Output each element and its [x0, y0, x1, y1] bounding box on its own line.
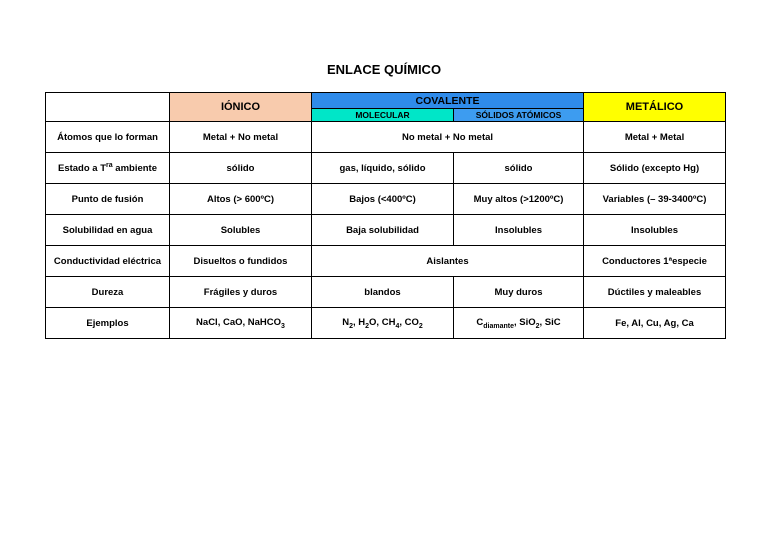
cell-metalico: Dúctiles y maleables	[584, 277, 726, 308]
row-label: Conductividad eléctrica	[46, 246, 170, 277]
cell-molecular: gas, líquido, sólido	[312, 153, 454, 184]
row-label: Ejemplos	[46, 308, 170, 339]
header-covalente: COVALENTE	[312, 93, 584, 109]
cell-ionico: Disueltos o fundidos	[170, 246, 312, 277]
row-label: Solubilidad en agua	[46, 215, 170, 246]
table-row	[46, 277, 726, 308]
header-ionico: IÓNICO	[170, 93, 312, 122]
cell-solidos: Muy altos (>1200ºC)	[454, 184, 584, 215]
cell-molecular: Baja solubilidad	[312, 215, 454, 246]
table-row	[46, 246, 726, 277]
cell-metalico: Insolubles	[584, 215, 726, 246]
row-label: Estado a $T^{ra}$ ambiente	[46, 153, 170, 184]
cell-ionico: Frágiles y duros	[170, 277, 312, 308]
cell-covalente: Aislantes	[312, 246, 584, 277]
cell-ionico: sólido	[170, 153, 312, 184]
header-solidos-atomicos: SÓLIDOS ATÓMICOS	[454, 109, 584, 122]
cell-metalico: Conductores 1ªespecie	[584, 246, 726, 277]
cell-ionico: NaCl, CaO, NaHCO$_3$	[170, 308, 312, 339]
row-label: Dureza	[46, 277, 170, 308]
cell-ionico: Altos (> 600ºC)	[170, 184, 312, 215]
cell-molecular: Bajos (<400ºC)	[312, 184, 454, 215]
row-label: Punto de fusión	[46, 184, 170, 215]
table-row	[46, 308, 726, 339]
corner-cell	[46, 93, 170, 122]
cell-metalico: Fe, Al, Cu, Ag, Ca	[584, 308, 726, 339]
cell-covalente: No metal + No metal	[312, 122, 584, 153]
cell-metalico: Sólido (excepto Hg)	[584, 153, 726, 184]
cell-solidos: Insolubles	[454, 215, 584, 246]
table-row	[46, 215, 726, 246]
page-title: ENLACE QUÍMICO	[326, 62, 442, 77]
table-row	[46, 122, 726, 153]
cell-solidos: sólido	[454, 153, 584, 184]
cell-ionico: Solubles	[170, 215, 312, 246]
cell-ionico: Metal + No metal	[170, 122, 312, 153]
table-row	[46, 184, 726, 215]
cell-metalico: Metal + Metal	[584, 122, 726, 153]
table-row	[46, 153, 726, 184]
cell-solidos: $C_{diamante}$, SiO$_2$, SiC	[454, 308, 584, 339]
cell-metalico: Variables (– 39-3400ºC)	[584, 184, 726, 215]
cell-molecular: $N_2$, $H_2O$, $CH_4$, $CO_2$	[312, 308, 454, 339]
row-label: Átomos que lo forman	[46, 122, 170, 153]
cell-solidos: Muy duros	[454, 277, 584, 308]
header-metalico: METÁLICO	[584, 93, 726, 122]
header-molecular: MOLECULAR	[312, 109, 454, 122]
bond-comparison-table	[45, 92, 726, 339]
cell-molecular: blandos	[312, 277, 454, 308]
